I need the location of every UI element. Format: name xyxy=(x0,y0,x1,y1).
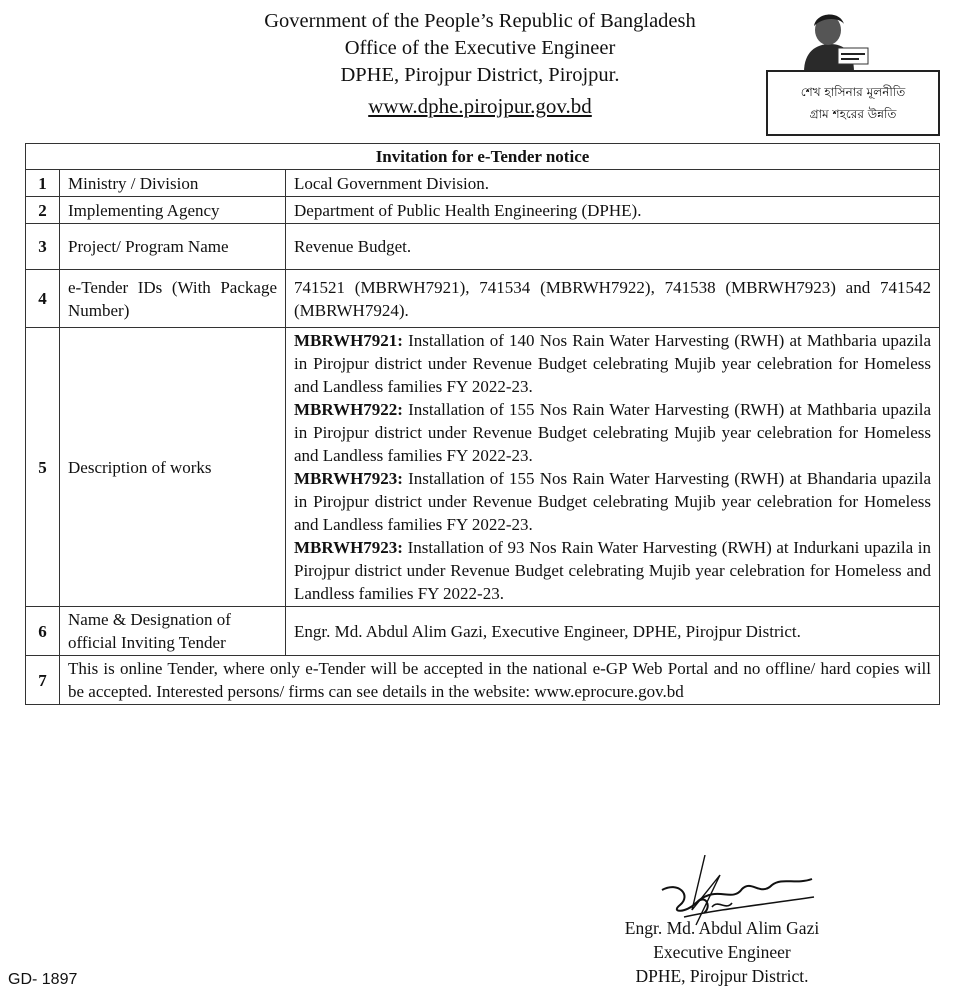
work-text: Installation of 155 Nos Rain Water Harvesting (RWH) at Bhandaria upazila in Pirojpur district under Revenue Budget celebrating Mujib year celebration for Homeless and Landless families FY 2022-23. xyxy=(294,469,931,534)
notice-header xyxy=(150,8,810,120)
package-code: MBRWH7922: xyxy=(294,400,403,419)
row-label: Ministry / Division xyxy=(60,170,286,197)
row-value: 741521 (MBRWH7921), 741534 (MBRWH7922), 741538 (MBRWH7923) and 741542 (MBRWH7924). xyxy=(286,270,940,328)
tender-table xyxy=(25,143,940,705)
works-description xyxy=(286,328,940,607)
table-row xyxy=(26,656,940,705)
row-value: Revenue Budget. xyxy=(286,224,940,270)
portrait-photo xyxy=(790,8,872,72)
row-number: 3 xyxy=(26,224,60,270)
work-item xyxy=(294,467,931,536)
table-title: Invitation for e-Tender notice xyxy=(26,144,940,170)
work-item xyxy=(294,329,931,398)
row-value: Engr. Md. Abdul Alim Gazi, Executive Engineer, DPHE, Pirojpur District. xyxy=(286,607,940,656)
header-district: DPHE, Pirojpur District, Pirojpur. xyxy=(340,64,620,86)
row-number: 1 xyxy=(26,170,60,197)
work-text: Installation of 93 Nos Rain Water Harvesting (RWH) at Indurkani upazila in Pirojpur district under Revenue Budget celebrating Mujib year celebration for Homeless and Landless families FY 2022-23. xyxy=(294,538,931,603)
signatory-designation: Executive Engineer xyxy=(653,942,791,962)
header-government: Government of the People’s Republic of Bangladesh xyxy=(264,10,696,32)
table-row xyxy=(26,607,940,656)
table-row xyxy=(26,270,940,328)
work-text: Installation of 140 Nos Rain Water Harvesting (RWH) at Mathbaria upazila in Pirojpur district under Revenue Budget celebrating Mujib year celebration for Homeless and Landless families FY 2022-23. xyxy=(294,331,931,396)
badge-line-2: গ্রাম শহরের উন্নতি xyxy=(809,107,897,121)
table-row xyxy=(26,197,940,224)
header-website-link[interactable]: www.dphe.pirojpur.gov.bd xyxy=(368,94,592,118)
table-row xyxy=(26,170,940,197)
row-number: 7 xyxy=(26,656,60,705)
work-item xyxy=(294,398,931,467)
row-value: Department of Public Health Engineering (DPHE). xyxy=(286,197,940,224)
row-label: e-Tender IDs (With Package Number) xyxy=(60,270,286,328)
package-code: MBRWH7923: xyxy=(294,538,403,557)
row-label: Description of works xyxy=(60,328,286,607)
row-number: 6 xyxy=(26,607,60,656)
header-office: Office of the Executive Engineer xyxy=(344,37,616,59)
package-code: MBRWH7923: xyxy=(294,469,403,488)
gd-code: GD- 1897 xyxy=(8,971,78,988)
table-row xyxy=(26,328,940,607)
table-title-row xyxy=(26,144,940,170)
signatory-block xyxy=(572,916,872,988)
badge-line-1: শেখ হাসিনার মূলনীতি xyxy=(800,85,906,99)
slogan-badge xyxy=(766,70,940,136)
row-number: 2 xyxy=(26,197,60,224)
row-label: Implementing Agency xyxy=(60,197,286,224)
table-row xyxy=(26,224,940,270)
signatory-office: DPHE, Pirojpur District. xyxy=(635,966,809,986)
row-value: Local Government Division. xyxy=(286,170,940,197)
row-label: Name & Designation of official Inviting Tender xyxy=(60,607,286,656)
work-text: Installation of 155 Nos Rain Water Harvesting (RWH) at Mathbaria upazila in Pirojpur district under Revenue Budget celebrating Mujib year celebration for Homeless and Landless families FY 2022-23. xyxy=(294,400,931,465)
signatory-name: Engr. Md. Abdul Alim Gazi xyxy=(624,918,820,938)
row-value: This is online Tender, where only e-Tender will be accepted in the national e-GP Web Portal and no offline/ hard copies will be accepted. Interested persons/ firms can see details in the website: www.eprocure.gov.bd xyxy=(60,656,940,705)
row-label: Project/ Program Name xyxy=(60,224,286,270)
work-item xyxy=(294,536,931,605)
row-number: 5 xyxy=(26,328,60,607)
row-number: 4 xyxy=(26,270,60,328)
package-code: MBRWH7921: xyxy=(294,331,403,350)
